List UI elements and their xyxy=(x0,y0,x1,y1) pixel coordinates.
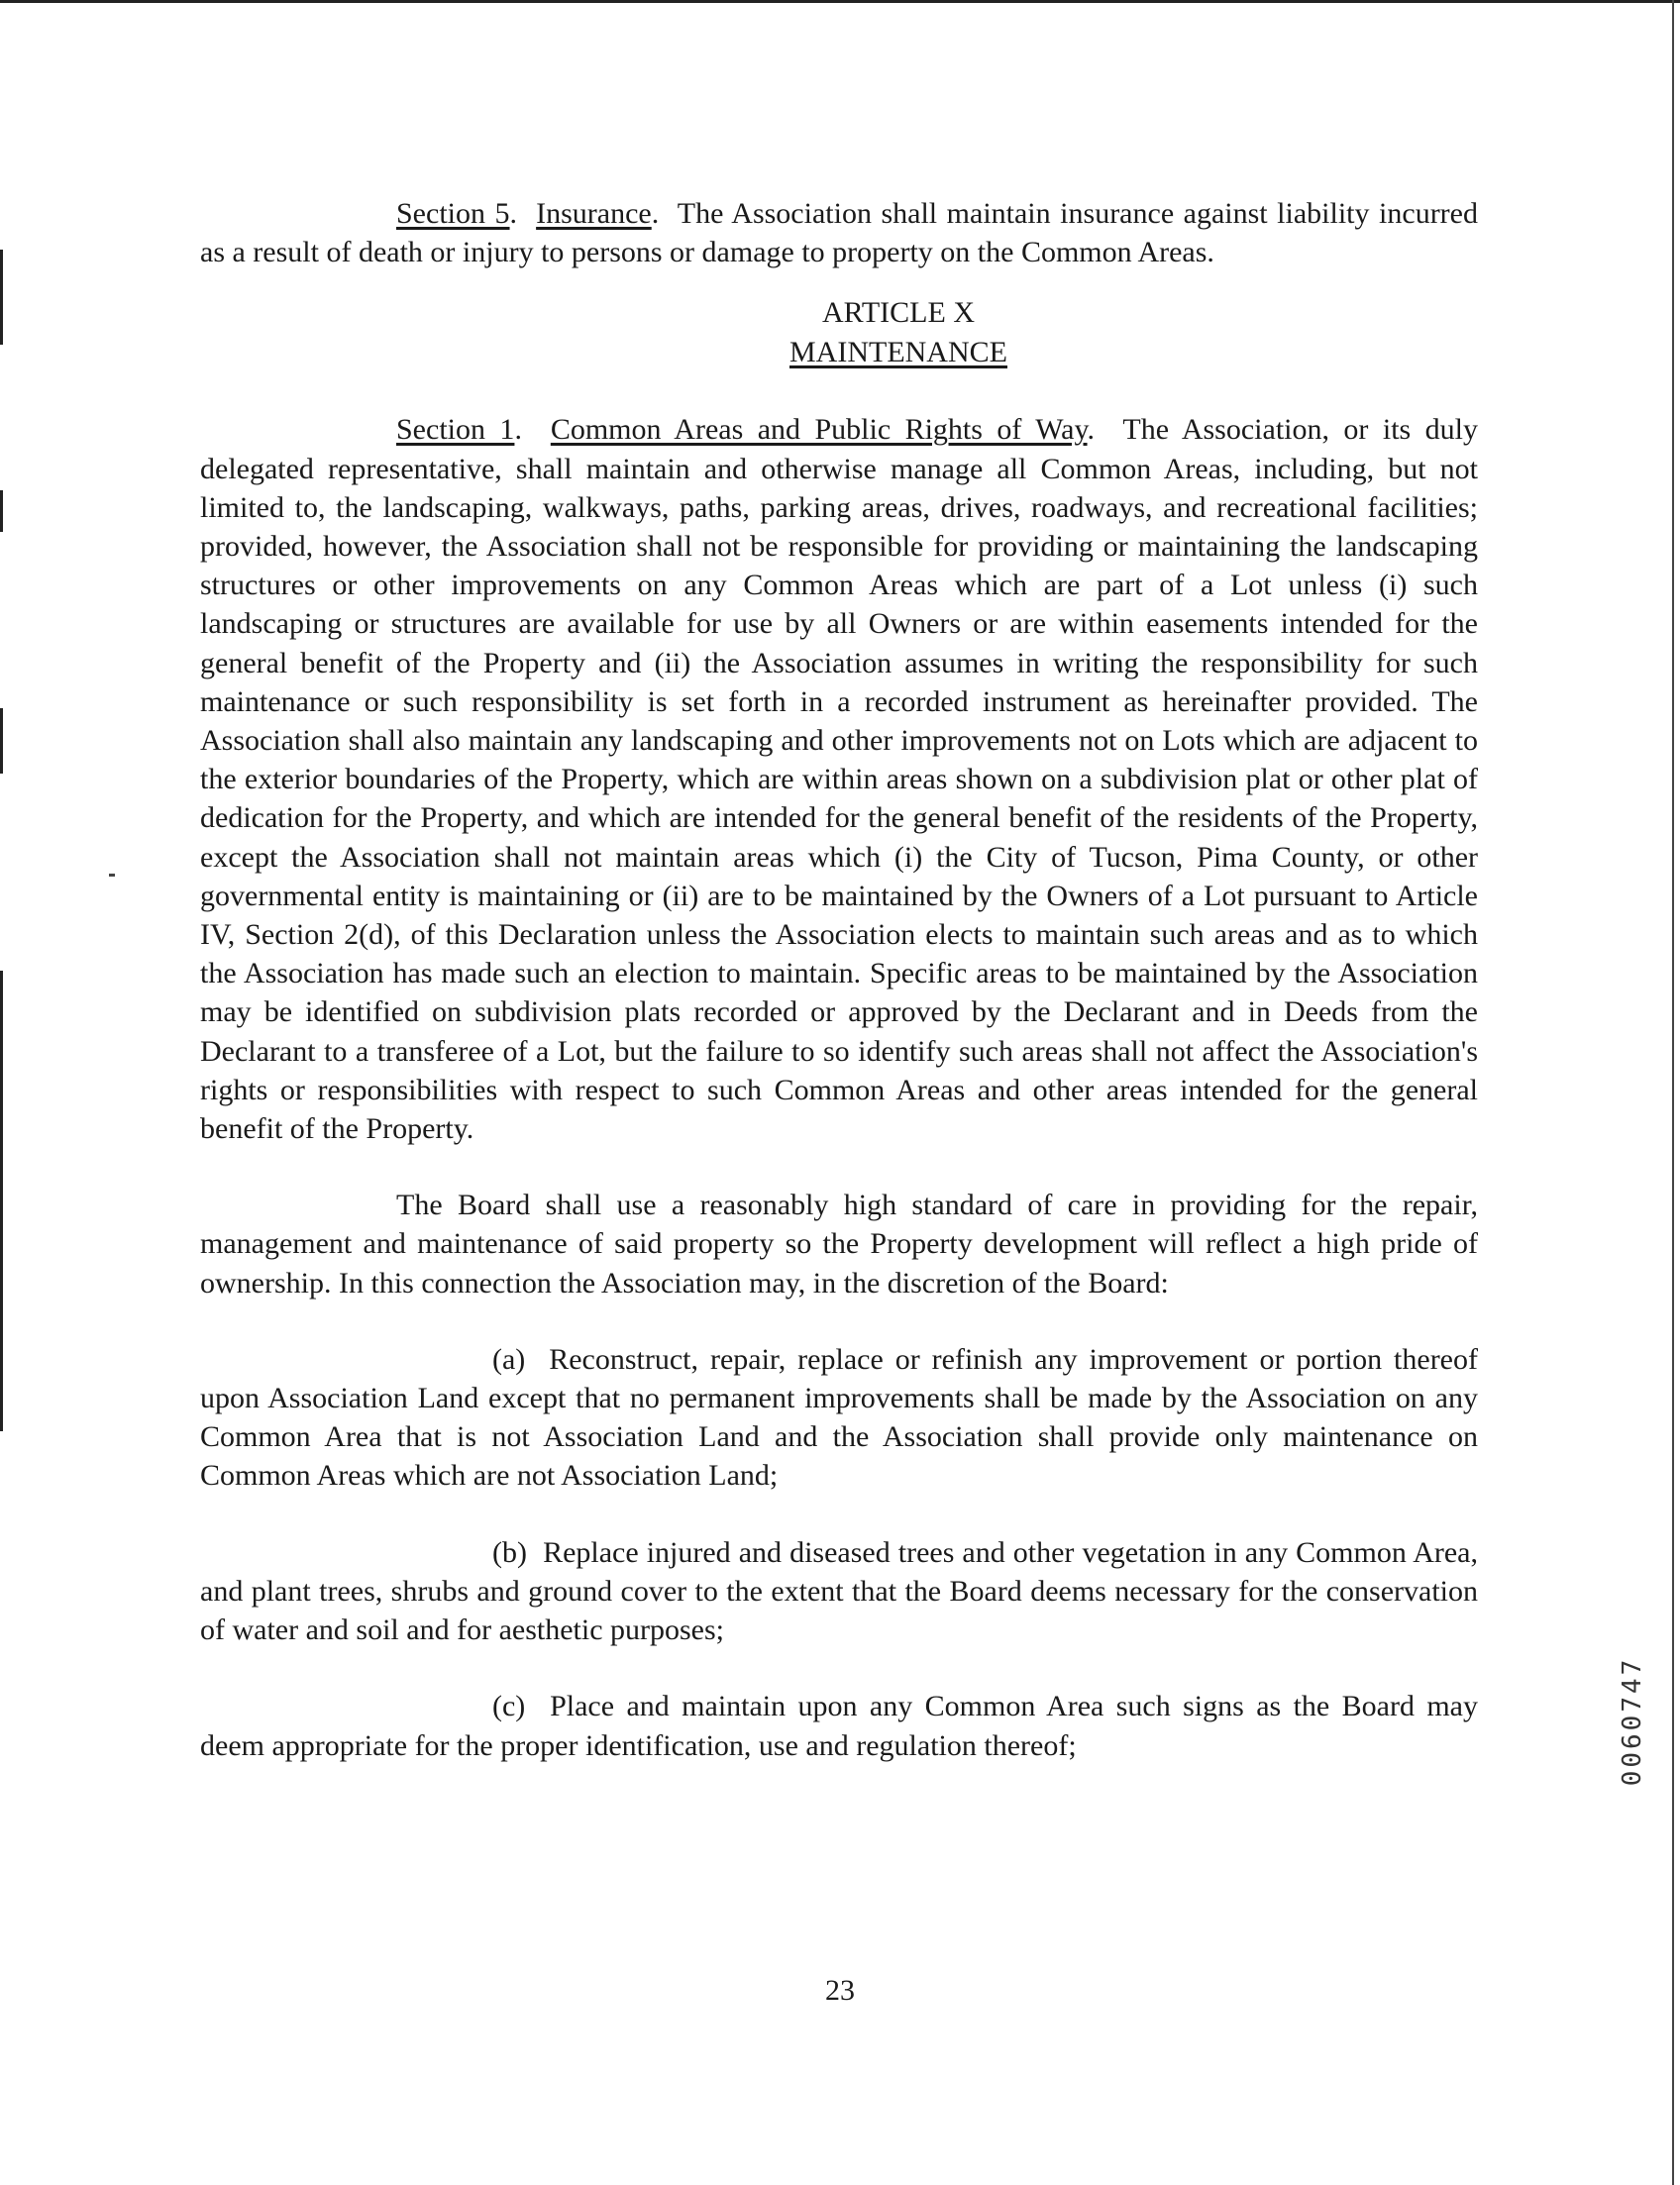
document-body xyxy=(200,194,1478,1765)
scan-edge-mark xyxy=(0,490,3,532)
list-item-text: Replace injured and diseased trees and other vegetation in any Common Area, and plant trees, shrubs and ground cover to the extent that the Board deems necessary for the conservation of water and soil and for aesthetic purposes; xyxy=(200,1535,1478,1647)
list-item-marker: (a) xyxy=(492,1342,526,1376)
list-item-marker: (b) xyxy=(492,1535,527,1569)
list-item-text: Place and maintain upon any Common Area such signs as the Board may deem appropriate for the proper identification, use and regulation thereof; xyxy=(200,1690,1478,1762)
section-5-text: The Association shall maintain insurance against liability incurred as a result of death or injury to persons or damage to property on the Common Areas. xyxy=(200,197,1478,269)
list-item xyxy=(200,1340,1478,1496)
scan-speck xyxy=(109,874,115,877)
side-stamp xyxy=(1613,1553,1652,1890)
article-heading xyxy=(200,293,1478,372)
list-item-text: Reconstruct, repair, replace or refinish any improvement or portion thereof upon Association Land except that no permanent improvements shall be made by the Association on any Common Area that is not Association Land and the Association shall provide only maintenance on Common Areas which are not Association Land; xyxy=(200,1342,1478,1493)
scan-edge-mark xyxy=(0,250,3,345)
scan-edge-mark xyxy=(0,971,3,1431)
scan-edge-mark xyxy=(0,708,3,774)
page-number: 23 xyxy=(825,1974,855,2007)
section-1-title: Common Areas and Public Rights of Way xyxy=(550,413,1088,447)
section-5-paragraph: Section 5. Insurance. The Association shall maintain insurance against liability incurred as a result of death or injury to persons or damage to property on the Common Areas. xyxy=(200,197,1478,269)
section-5-label: Section 5 xyxy=(396,197,510,230)
article-title: MAINTENANCE xyxy=(789,336,1007,369)
section-1-paragraph: Section 1. Common Areas and Public Rights of Way. The Association, or its duly delegated representative, shall maintain and otherwise manage all Common Areas, including, but not limited to, the landscaping, walkways, paths, parking areas, drives, roadways, and recreational facilities; provided, however, the Association shall not be responsible for providing or maintaining the landscaping structures or other improvements on any Common Areas which are part of a Lot unless (i) such landscaping or structures are available for use by all Owners or are within easements intended for the general benefit of the Property and (ii) the Association assumes in writing the responsibility for such maintenance or such responsibility is set forth in a recorded instrument as hereinafter provided. The Association shall also maintain any landscaping and other improvements not on Lots which are adjacent to the exterior boundaries of the Property, which are within areas shown on a subdivision plat or other plat of dedication for the Property, and which are intended for the general benefit of the residents of the Property, except the Association shall not maintain areas which (i) the City of Tucson, Pima County, or other governmental entity is maintaining or (ii) are to be maintained by the Owners of a Lot pursuant to Article IV, Section 2(d), of this Declaration unless the Association elects to maintain such areas and as to which the Association has made such an election to maintain. Specific areas to be maintained by the Association may be identified on subdivision plats recorded or approved by the Declarant and in Deeds from the Declarant to a transferee of a Lot, but the failure to so identify such areas shall not affect the Association's rights or responsibilities with respect to such Common Areas and other areas intended for the general benefit of the Property. xyxy=(200,413,1478,1146)
list-item-marker: (c) xyxy=(492,1690,526,1723)
section-5-title: Insurance xyxy=(536,197,652,230)
side-stamp-text: 0060747 xyxy=(1618,1656,1647,1787)
article-number: ARTICLE X xyxy=(821,296,975,330)
scan-right-border xyxy=(1672,0,1674,2185)
scan-top-border xyxy=(0,0,1680,3)
section-1-label: Section 1 xyxy=(396,413,515,447)
list-item xyxy=(200,1533,1478,1650)
section-1-text: The Association, or its duly delegated representative, shall maintain and otherwise manage all Common Areas, including, but not limited to, the landscaping, walkways, paths, parking areas, drives, roadways, and recreational facilities; provided, however, the Association shall not be responsible for providing or maintaining the landscaping structures or other improvements on any Common Areas which are part of a Lot unless (i) such landscaping or structures are available for use by all Owners or are within easements intended for the general benefit of the Property and (ii) the Association assumes in writing the responsibility for such maintenance or such responsibility is set forth in a recorded instrument as hereinafter provided. The Association shall also maintain any landscaping and other improvements not on Lots which are adjacent to the exterior boundaries of the Property, which are within areas shown on a subdivision plat or other plat of dedication for the Property, and which are intended for the general benefit of the residents of the Property, except the Association shall not maintain areas which (i) the City of Tucson, Pima County, or other governmental entity is maintaining or (ii) are to be maintained by the Owners of a Lot pursuant to Article IV, Section 2(d), of this Declaration unless the Association elects to maintain such areas and as to which the Association has made such an election to maintain. Specific areas to be maintained by the Association may be identified on subdivision plats recorded or approved by the Declarant and in Deeds from the Declarant to a transferee of a Lot, but the failure to so identify such areas shall not affect the Association's rights or responsibilities with respect to such Common Areas and other areas intended for the general benefit of the Property. xyxy=(200,413,1478,1146)
list-item xyxy=(200,1687,1478,1764)
board-paragraph: The Board shall use a reasonably high standard of care in providing for the repair, management and maintenance of said property so the Property development will reflect a high pride of ownership. In this connection the Association may, in the discretion of the Board: xyxy=(200,1189,1478,1300)
